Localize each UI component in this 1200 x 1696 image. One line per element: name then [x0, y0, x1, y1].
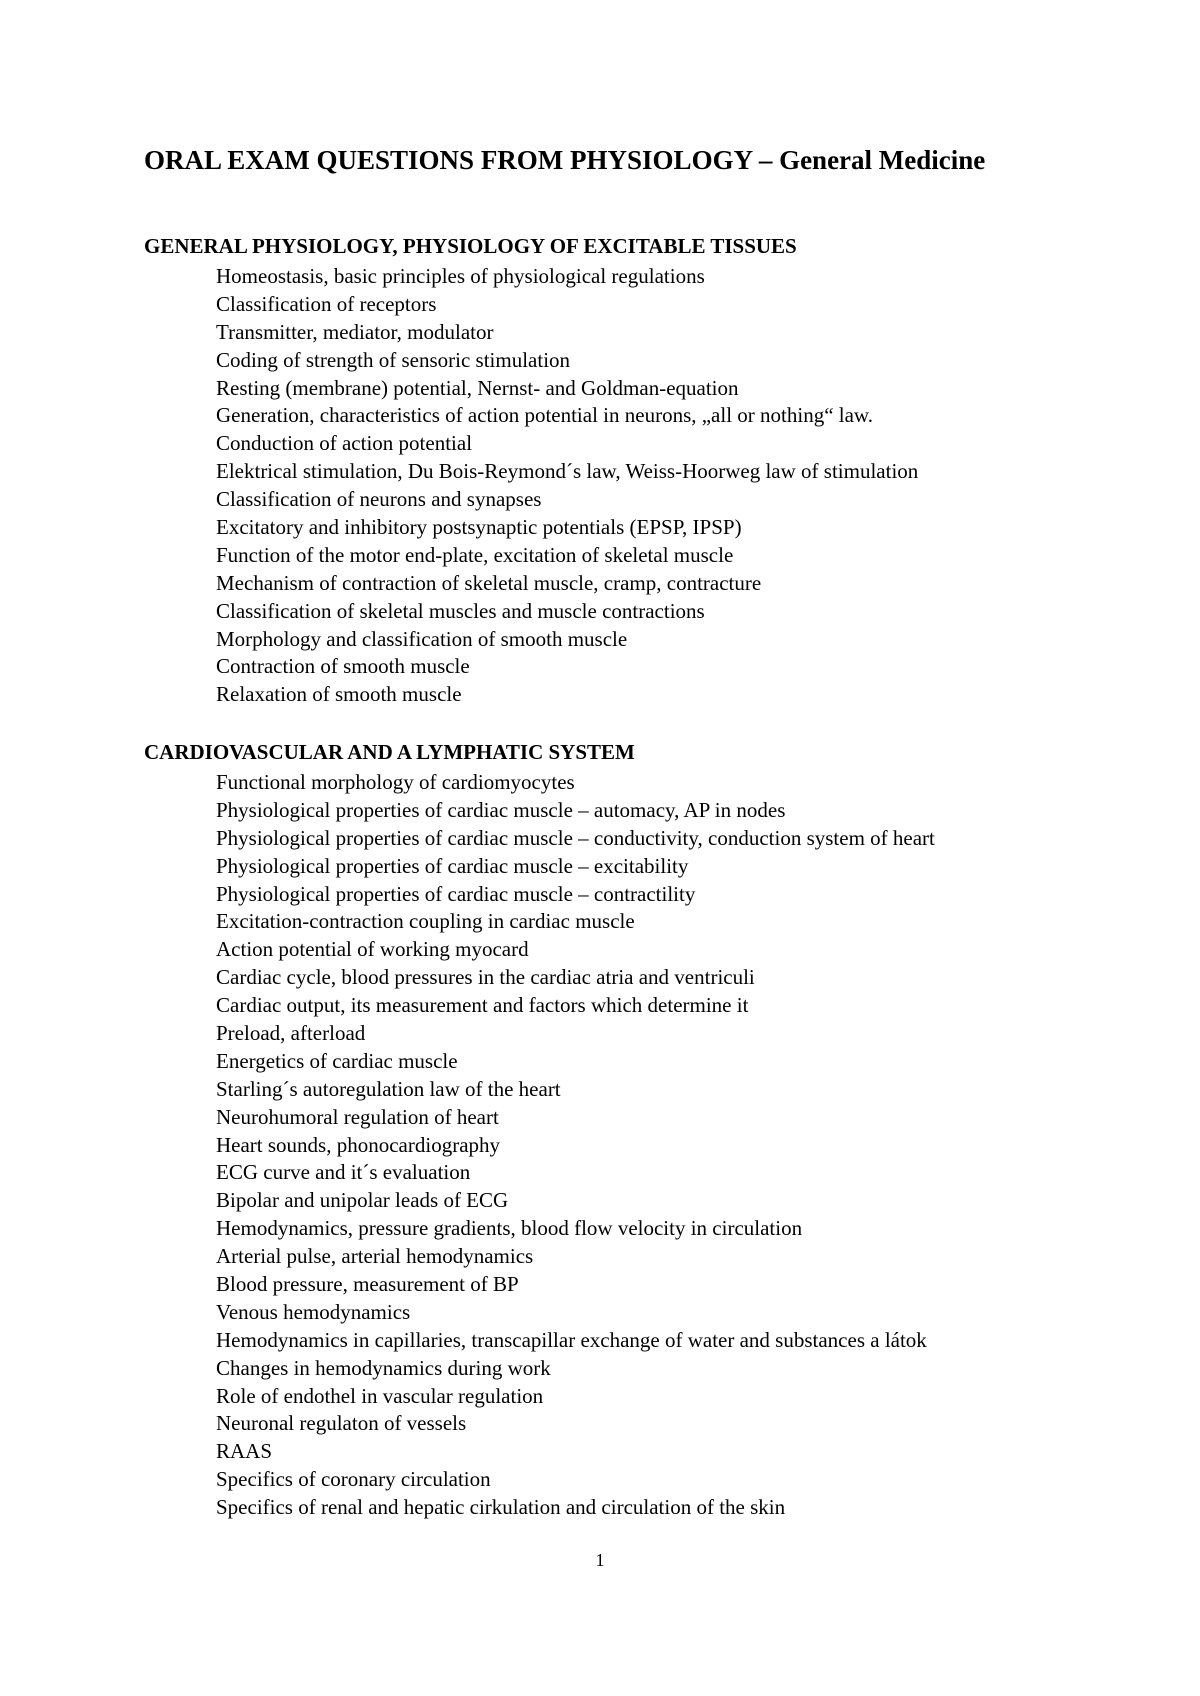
question-text: Classification of neurons and synapses [216, 487, 542, 512]
question-text: Excitation-contraction coupling in cardiac muscle [216, 909, 635, 934]
question-text: Contraction of smooth muscle [216, 654, 470, 679]
question-text: Physiological properties of cardiac muscle – conductivity, conduction system of heart [216, 825, 935, 850]
question-text: Excitatory and inhibitory postsynaptic potentials (EPSP, IPSP) [216, 515, 742, 540]
question-text: Specifics of coronary circulation [216, 1467, 491, 1492]
question-text: Elektrical stimulation, Du Bois-Reymond´s law, Weiss-Hoorweg law of stimulation [216, 459, 919, 484]
question-text: Hemodynamics, pressure gradients, blood flow velocity in circulation [216, 1216, 803, 1241]
question-text: Coding of strength of sensoric stimulation [216, 347, 571, 372]
question-text: Generation, characteristics of action potential in neurons, „all or nothing“ law. [216, 403, 873, 428]
question-text: Physiological properties of cardiac muscle – contractility [216, 881, 696, 906]
question-text: Homeostasis, basic principles of physiological regulations [216, 264, 705, 288]
question-text: Conduction of action potential [216, 431, 473, 456]
question-text: Venous hemodynamics [216, 1299, 411, 1324]
question-text: Action potential of working myocard [216, 937, 529, 962]
question-text: Physiological properties of cardiac muscle – automacy, AP in nodes [216, 797, 786, 822]
question-text: Cardiac cycle, blood pressures in the cardiac atria and ventriculi [216, 965, 755, 990]
question-text: RAAS [216, 1439, 273, 1464]
question-text: Role of endothel in vascular regulation [216, 1383, 544, 1408]
question-text: Mechanism of contraction of skeletal muscle, cramp, contracture [216, 570, 762, 595]
question-text: Relaxation of smooth muscle [216, 682, 462, 707]
question-text: Hemodynamics in capillaries, transcapillar exchange of water and substances a látok [216, 1327, 927, 1352]
question-text: Starling´s autoregulation law of the heart [216, 1076, 561, 1101]
question-text: Arterial pulse, arterial hemodynamics [216, 1244, 534, 1269]
question-text: Preload, afterload [216, 1021, 366, 1046]
page-title: ORAL EXAM QUESTIONS FROM PHYSIOLOGY – General Medicine [144, 145, 986, 175]
question-text: Function of the motor end-plate, excitation of skeletal muscle [216, 542, 734, 567]
question-text: Classification of skeletal muscles and muscle contractions [216, 598, 705, 623]
question-text: Blood pressure, measurement of BP [216, 1272, 519, 1297]
question-text: Neuronal regulaton of vessels [216, 1411, 467, 1436]
question-text: Neurohumoral regulation of heart [216, 1104, 499, 1129]
question-text: Transmitter, mediator, modulator [216, 319, 494, 344]
question-text: Morphology and classification of smooth muscle [216, 626, 628, 651]
question-text: ECG curve and it´s evaluation [216, 1160, 471, 1185]
section-heading-general-physiology: GENERAL PHYSIOLOGY, PHYSIOLOGY OF EXCITABLE TISSUES [144, 234, 797, 258]
question-text: Cardiac output, its measurement and factors which determine it [216, 993, 749, 1018]
section-heading-cardiovascular: CARDIOVASCULAR AND A LYMPHATIC SYSTEM [144, 740, 635, 764]
question-text: Specifics of renal and hepatic cirkulation and circulation of the skin [216, 1495, 786, 1520]
question-text: Classification of receptors [216, 291, 437, 316]
question-text: Energetics of cardiac muscle [216, 1048, 458, 1073]
question-text: Changes in hemodynamics during work [216, 1355, 551, 1380]
question-text: Physiological properties of cardiac muscle – excitability [216, 853, 689, 878]
question-text: Bipolar and unipolar leads of ECG [216, 1188, 509, 1213]
question-text: Heart sounds, phonocardiography [216, 1132, 501, 1157]
page-number: 1 [595, 1550, 605, 1570]
question-text: Functional morphology of cardiomyocytes [216, 770, 575, 794]
question-text: Resting (membrane) potential, Nernst- and Goldman-equation [216, 375, 739, 400]
